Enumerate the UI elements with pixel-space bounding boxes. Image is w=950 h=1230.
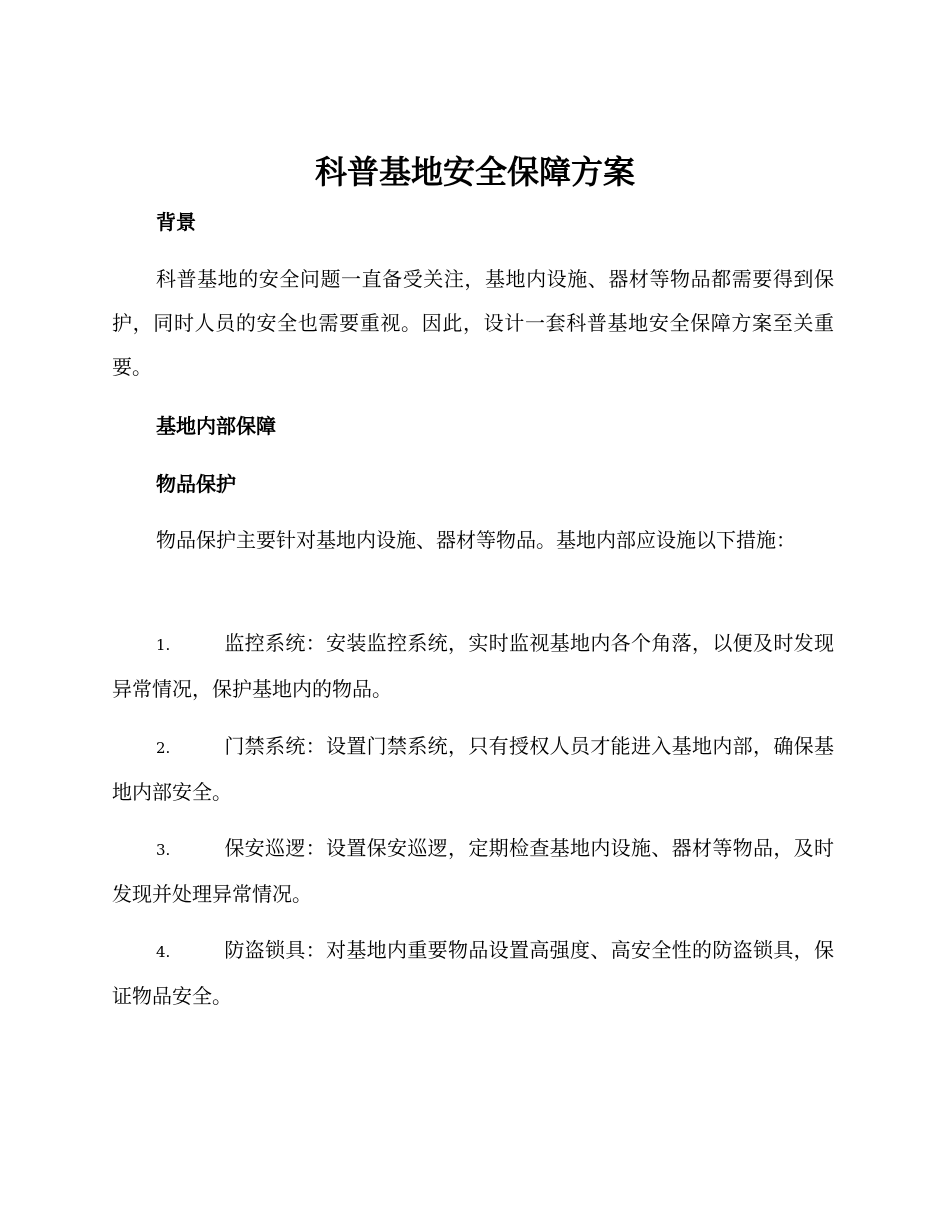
list-text: 监控系统：安装监控系统，实时监视基地内各个角落，以便及时发现异常情况，保护基地内的物品。 [112,631,834,701]
list-number: 1. [156,636,171,654]
list-text: 门禁系统：设置门禁系统，只有授权人员才能进入基地内部，确保基地内部安全。 [112,734,834,804]
subsection-heading-items: 物品保护 [156,472,236,496]
list-text: 防盗锁具：对基地内重要物品设置高强度、高安全性的防盗锁具，保证物品安全。 [112,938,834,1008]
section-heading-background: 背景 [156,210,196,234]
list-number: 4. [156,943,171,961]
list-text: 保安巡逻：设置保安巡逻，定期检查基地内设施、器材等物品，及时发现并处理异常情况。 [112,836,834,906]
document-title: 科普基地安全保障方案 [314,153,635,191]
list-item [112,621,834,711]
items-intro-paragraph: 物品保护主要针对基地内设施、器材等物品。基地内部应设施以下措施： [156,528,796,552]
section-heading-internal: 基地内部保障 [156,414,276,438]
list-item [112,724,834,814]
list-item [112,928,834,1018]
list-number: 2. [156,739,171,757]
list-number: 3. [156,841,171,859]
background-paragraph: 科普基地的安全问题一直备受关注，基地内设施、器材等物品都需要得到保护，同时人员的安全也需要重视。因此，设计一套科普基地安全保障方案至关重要。 [112,267,834,379]
list-item [112,826,834,916]
